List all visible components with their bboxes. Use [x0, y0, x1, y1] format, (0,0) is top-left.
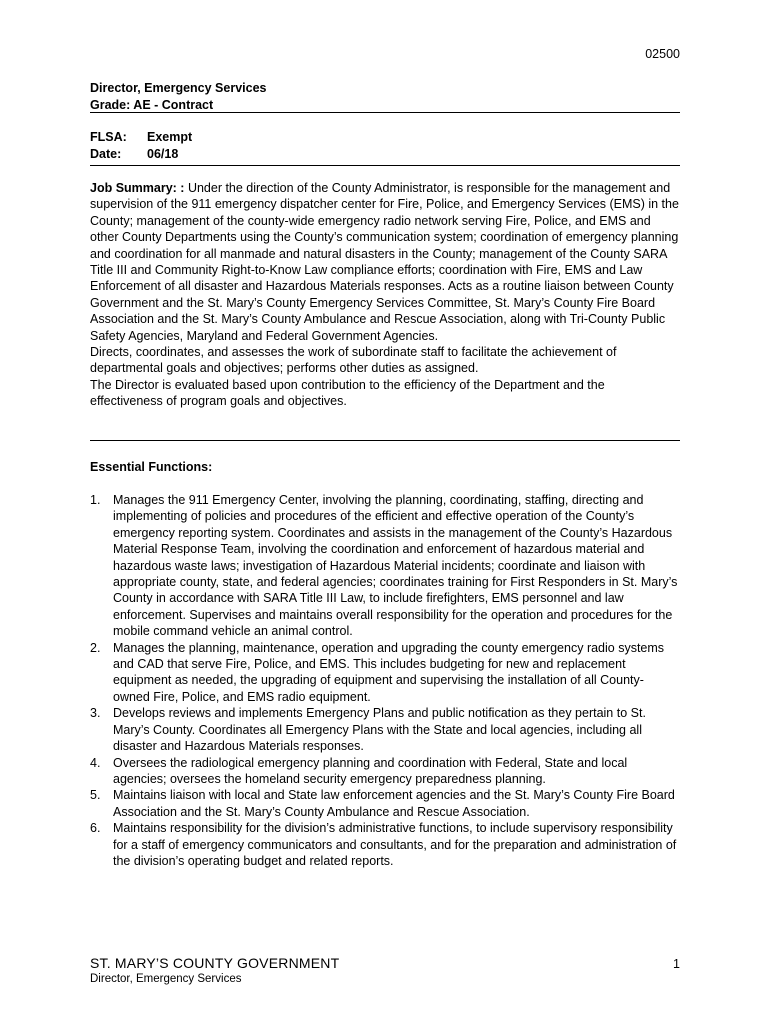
date-value: 06/18: [147, 147, 179, 161]
essential-functions-title: Essential Functions:: [90, 460, 213, 474]
meta-block: [90, 129, 680, 163]
list-item: [90, 755, 680, 788]
flsa-label: FLSA:: [90, 130, 127, 144]
essential-functions-list: [90, 492, 680, 869]
title-block: [90, 80, 680, 114]
flsa-value: Exempt: [147, 130, 193, 144]
item-text: Oversees the radiological emergency planning and coordination with Federal, State and local agencies; oversees the homeland security emergency preparedness planning.: [113, 755, 628, 786]
divider-meta: [90, 165, 680, 166]
list-item: [90, 640, 680, 706]
footer-job-title: Director, Emergency Services: [90, 973, 242, 985]
list-item: [90, 820, 680, 869]
item-text: Manages the planning, maintenance, operation and upgrading the county emergency radio systems and CAD that serve Fire, Police, and EMS. This includes budgeting for new and replacement equipment as needed, the upgrading of equipment and supervising the installation of all County-owned Fire, Police, and EMS radio equipment.: [113, 640, 665, 704]
item-number: 6.: [90, 821, 101, 836]
divider-summary: [90, 440, 680, 441]
page-number: 1: [673, 957, 680, 971]
item-number: 5.: [90, 788, 101, 803]
divider-top: [90, 112, 680, 113]
item-text: Manages the 911 Emergency Center, involving the planning, coordinating, staffing, directing and implementing of policies and procedures of the efficient and effective operation of the County’s emergency reporting system. Coordinates and assists in the management of the County’s Hazardous Material Response Team, involving the coordination and enforcement of hazardous material and hazardous waste laws; investigation of Hazardous Material incidents; coordinate and liaison with appropriate county, state, and federal agencies; coordinates training for First Responders in St. Mary’s County in accordance with SARA Title III Law, to include firefighters, EMS personnel and law enforcement. Supervises and maintains overall responsibility for the operation and procedures for the mobile command vehicle an animal control.: [113, 493, 678, 639]
item-number: 4.: [90, 755, 101, 770]
list-item: [90, 492, 680, 640]
footer-organization: ST. MARY’S COUNTY GOVERNMENT: [90, 955, 340, 971]
item-text: Maintains liaison with local and State law enforcement agencies and the St. Mary’s County Fire Board Association and the St. Mary’s County Ambulance and Rescue Association.: [113, 788, 675, 819]
date-row: [90, 146, 680, 163]
list-item: [90, 787, 680, 820]
job-title: Director, Emergency Services: [90, 81, 267, 95]
list-item: [90, 705, 680, 754]
item-number: 3.: [90, 706, 101, 721]
summary-label: Job Summary: :: [90, 181, 185, 195]
item-number: 2.: [90, 640, 101, 655]
item-number: 1.: [90, 493, 101, 507]
item-text: Develops reviews and implements Emergency Plans and public notification as they pertain to St. Mary’s County. Coordinates all Emergency Plans with the State and local agencies, including all disaster and Hazardous Materials responses.: [113, 706, 646, 754]
flsa-row: [90, 129, 680, 146]
summary-paragraph-1: [90, 180, 680, 344]
item-text: Maintains responsibility for the division’s administrative functions, to include supervisory responsibility for a staff of emergency communicators and consultants, and for the preparation and administration of the division’s operating budget and related reports.: [113, 821, 677, 868]
document-number: 02500: [645, 47, 680, 61]
date-label: Date:: [90, 147, 122, 161]
summary-text-1: Under the direction of the County Administrator, is responsible for the management and supervision of the 911 emergency dispatcher center for Fire, Police, and Emergency Services (EMS) in the County; management of the county-wide emergency radio network serving Fire, Police, and EMS and other County Departments using the County’s communication system; coordination of emergency planning and coordination for all manmade and natural disasters in the County; management of the County SARA Title III and Community Right-to-Know Law compliance efforts; coordination with Fire, EMS and Law Enforcement of all disaster and Hazardous Materials responses. Acts as a routine liaison between County Government and the St. Mary’s County Emergency Services Committee, St. Mary’s County Fire Board Association and the St. Mary’s County Ambulance and Rescue Association, along with Tri-County Public Safety Agencies, Maryland and Federal Government Agencies.: [90, 181, 679, 343]
summary-paragraph-2: Directs, coordinates, and assesses the work of subordinate staff to facilitate the achievement of departmental goals and objectives; performs other duties as assigned.: [90, 345, 617, 376]
job-grade: Grade: AE - Contract: [90, 98, 214, 112]
job-summary: [90, 180, 680, 410]
summary-paragraph-3: The Director is evaluated based upon contribution to the efficiency of the Department and the effectiveness of program goals and objectives.: [90, 377, 605, 409]
